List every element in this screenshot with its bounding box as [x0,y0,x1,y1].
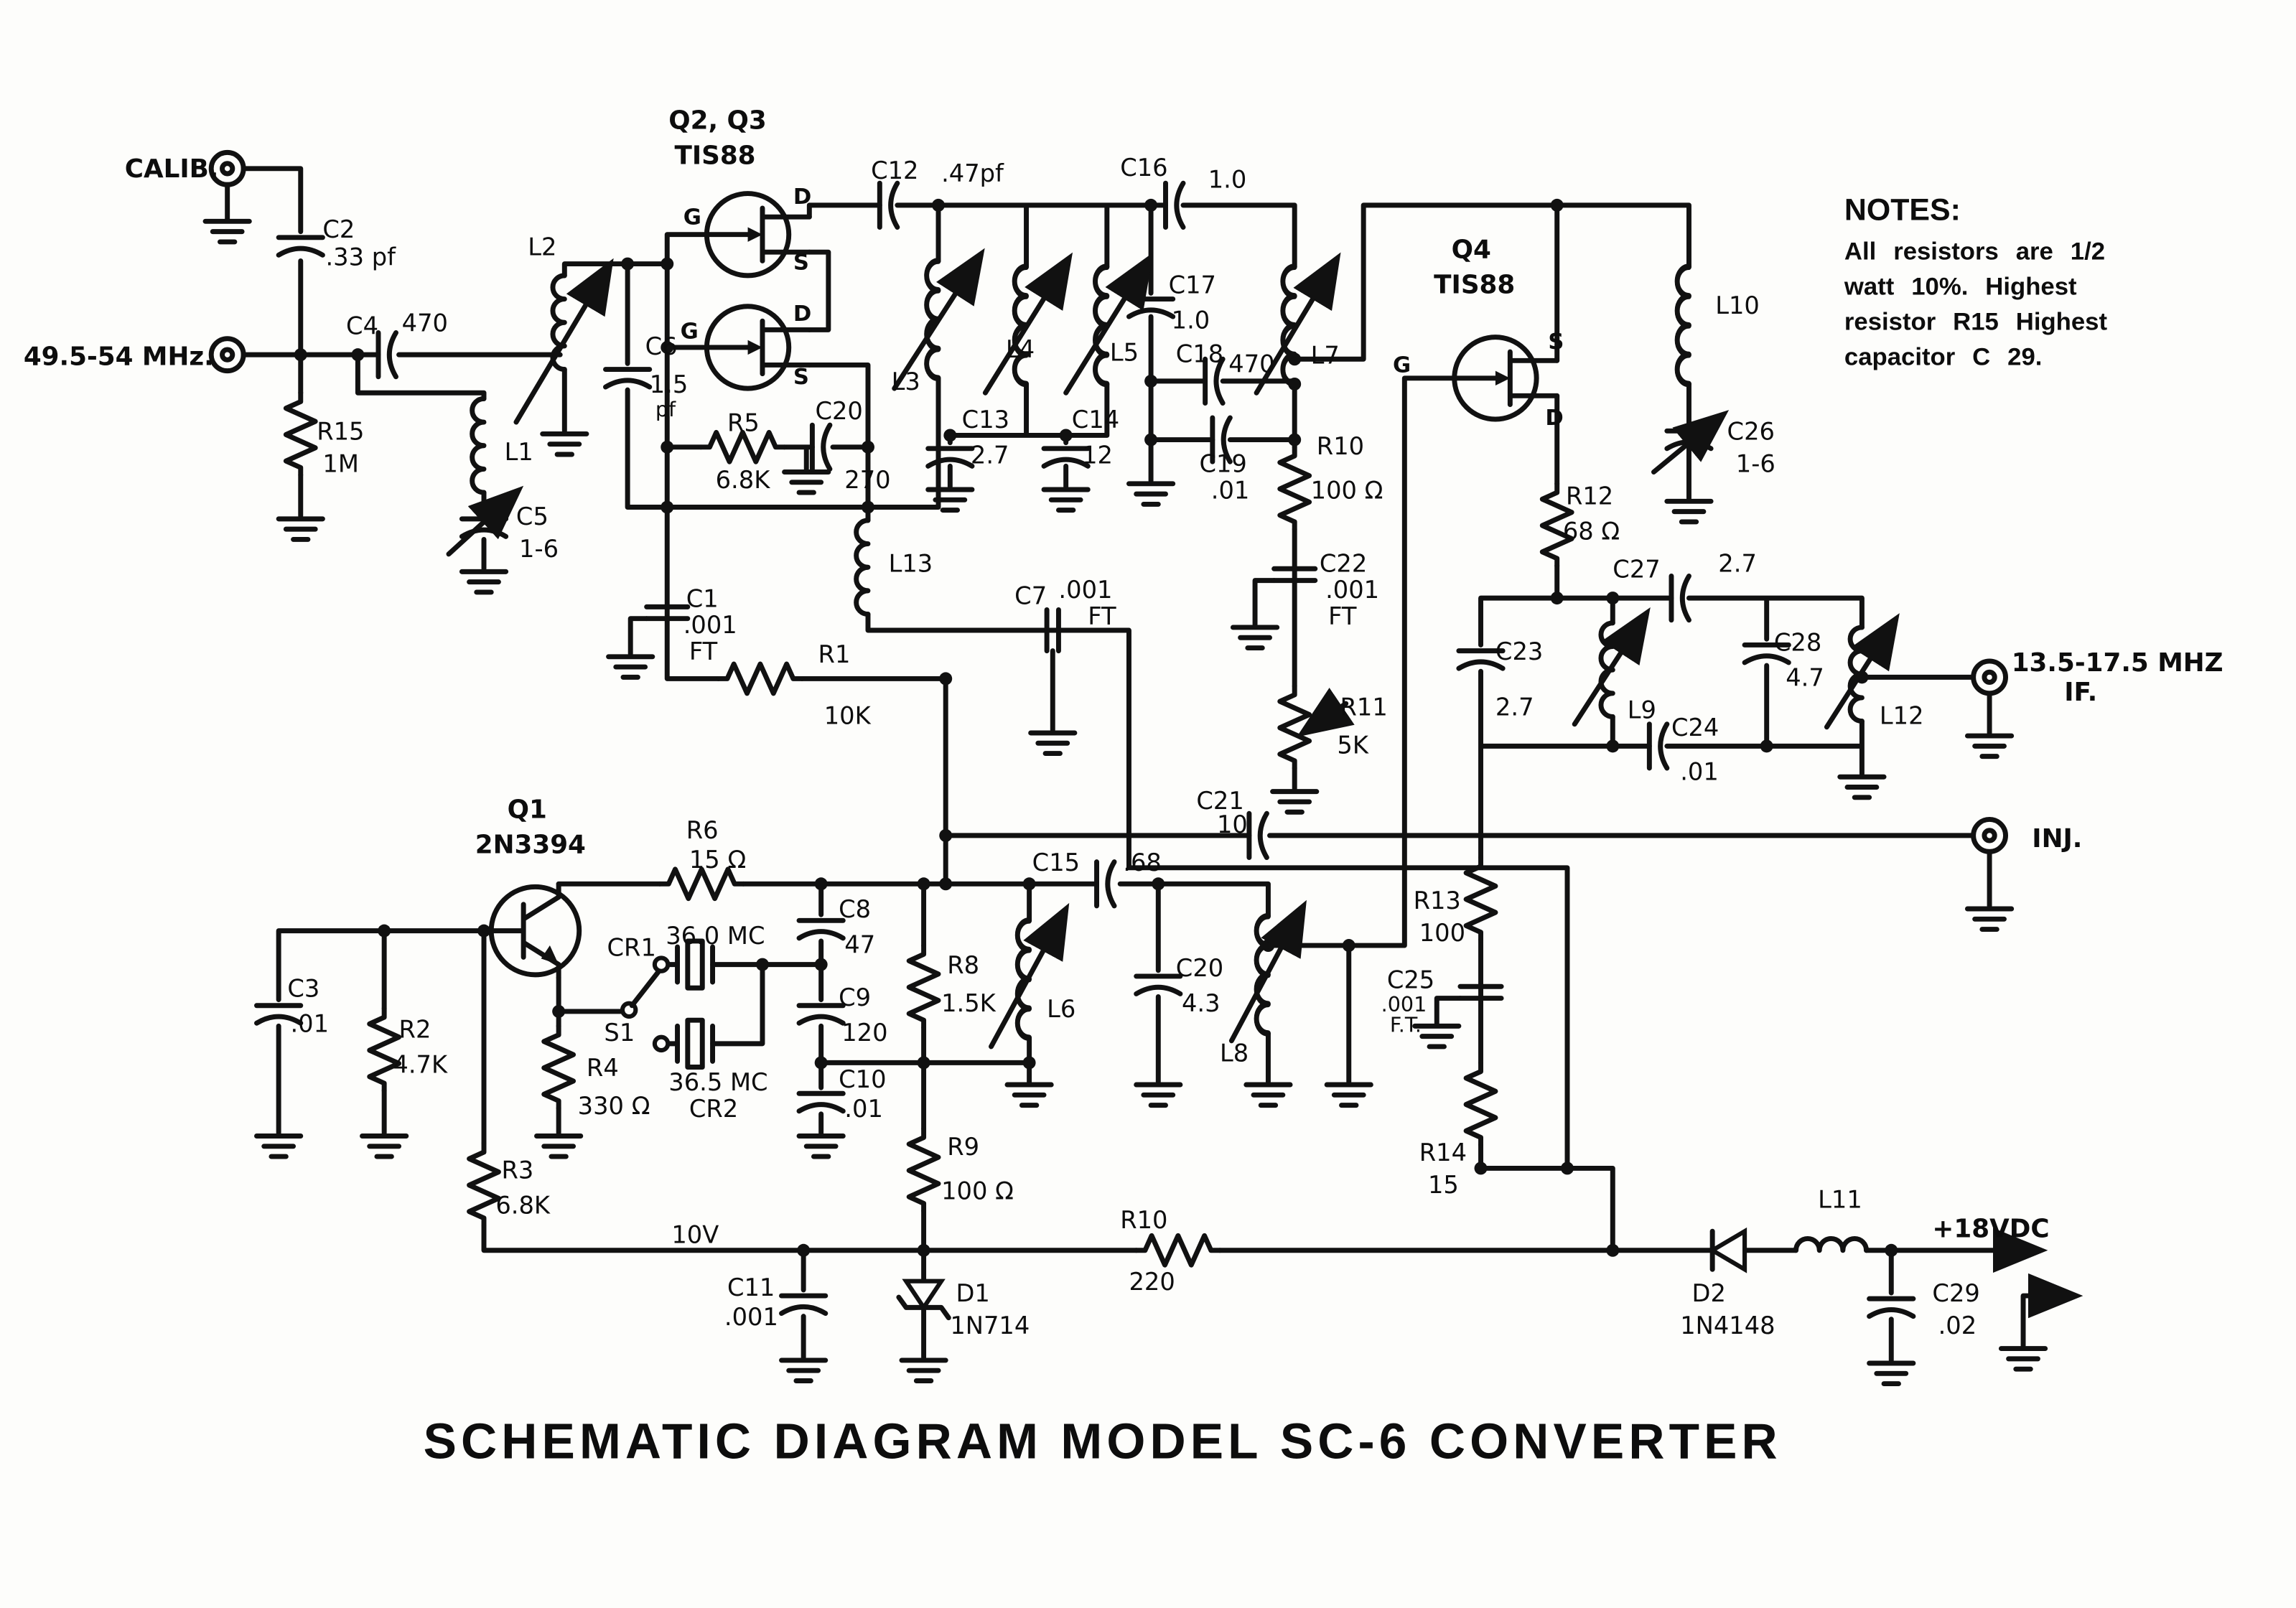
label-C17-ref: C17 [1168,271,1216,299]
label-L8-ref: L8 [1220,1039,1249,1067]
label-if-freq: 13.5-17.5 MHZ [2011,648,2223,678]
label-C19-ref: C19 [1199,449,1247,478]
label-R8-val: 1.5K [941,988,996,1017]
label-CR2-freq: 36.5 MC [668,1068,768,1097]
resistor-R11 [1280,686,1310,768]
inductors [472,261,1867,1250]
label-C20a-ref: C20 [815,396,863,425]
label-C20a-val: 270 [844,465,891,494]
capacitor-C6 [605,370,649,388]
capacitor-C10 [799,1093,843,1111]
resistor-R10a [1280,447,1310,529]
label-C26-ref: C26 [1727,417,1775,446]
label-L2-ref: L2 [528,233,557,261]
label-C3-ref: C3 [287,974,320,1003]
label-if-port: IF. [2064,678,2098,708]
capacitor-C12 [879,183,897,227]
label-C1-val: .001 [683,611,737,640]
label-C3-val: .01 [290,1009,330,1038]
label-C22-val: .001 [1325,576,1380,604]
capacitor-C11 [782,1296,826,1314]
label-C5-val: 1-6 [519,534,559,563]
label-Q1-ref: Q1 [507,795,547,825]
terminal-if-output [1974,661,2006,693]
label-R10a-ref: R10 [1316,431,1365,460]
label-C6-ref: C6 [645,332,678,361]
label-C28-ref: C28 [1773,628,1822,657]
label-C11-ref: C11 [727,1273,775,1302]
label-C15-ref: C15 [1032,848,1081,877]
capacitor-C9 [799,1006,843,1024]
label-R4-ref: R4 [586,1053,619,1082]
inductor-L11 [1796,1238,1867,1250]
label-C15-val: .68 [1123,848,1162,877]
label-C1-ft: FT [689,637,718,665]
label-R2-val: 4.7K [393,1050,448,1079]
label-C24-val: .01 [1680,757,1719,786]
label-C1-ref: C1 [686,584,719,613]
label-C23-ref: C23 [1495,637,1544,665]
label-R11-ref: R11 [1340,693,1388,721]
label-D2-type: 1N4148 [1680,1312,1775,1340]
label-R15-val: 1M [322,449,359,478]
label-R9-val: 100 Ω [941,1177,1014,1205]
label-C13-ref: C13 [961,406,1010,434]
label-C29-ref: C29 [1932,1279,1980,1308]
label-R15-ref: R15 [317,417,365,446]
label-L9-ref: L9 [1627,696,1656,724]
label-C14-val: 12 [1082,441,1113,469]
label-R11-val: 5K [1337,731,1368,759]
label-CR2-ref: CR2 [689,1094,739,1123]
capacitor-C20b [1137,976,1180,994]
jfet-Q4 [1455,337,1557,419]
label-C4-val: 470 [401,309,448,337]
label-C5-ref: C5 [515,502,549,531]
label-C10-ref: C10 [839,1065,887,1094]
switch-arm [632,972,658,1006]
label-R5-val: 6.8K [715,465,770,494]
label-R2-ref: R2 [398,1015,431,1044]
resistor-R1 [719,664,802,693]
capacitor-C15 [1097,862,1115,906]
schematic-title: SCHEMATIC DIAGRAM MODEL SC-6 CONVERTER [423,1413,1782,1469]
label-Q23-type: TIS88 [674,141,756,171]
label-C20b-val: 4.3 [1181,988,1221,1017]
label-R8-ref: R8 [947,950,980,979]
label-10v-rail: 10V [671,1220,719,1249]
label-L11-ref: L11 [1818,1185,1862,1214]
label-Q2-G: G [683,205,701,230]
label-C16-val: 1.0 [1208,165,1247,194]
label-R13-ref: R13 [1413,886,1461,915]
label-Q4-S: S [1548,329,1564,355]
label-C24-ref: C24 [1671,714,1719,742]
switch-contact-cr2 [655,1037,668,1050]
label-C26-val: 1-6 [1735,449,1775,478]
resistor-R6 [660,869,743,899]
label-C27-val: 2.7 [1718,549,1757,578]
capacitor-C2 [279,238,322,256]
diode-D2 [1712,1231,1745,1269]
label-C9-val: 120 [841,1018,888,1047]
label-C29-val: .02 [1938,1312,1977,1340]
label-Q3-S: S [793,364,809,390]
notes-line-2: watt 10%. Highest [1844,273,2077,301]
label-C7-val: .001 [1058,576,1113,604]
label-C7-ref: C7 [1014,581,1047,610]
resistor-R15 [286,393,315,475]
label-C2-ref: C2 [322,215,355,243]
label-L3-ref: L3 [891,368,920,396]
label-C27-ref: C27 [1613,555,1661,584]
capacitor-C4 [378,333,396,377]
label-C12-ref: C12 [871,156,919,185]
label-R1-ref: R1 [818,640,851,668]
label-C11-val: .001 [724,1302,778,1331]
label-calib-port: CALIB. [124,154,219,184]
label-C18-ref: C18 [1175,340,1224,368]
capacitor-C29 [1870,1299,1913,1317]
label-C13-val: 2.7 [970,441,1009,469]
label-L10-ref: L10 [1715,291,1760,319]
label-C10-val: .01 [844,1094,883,1123]
label-R12-val: 68 Ω [1562,517,1620,546]
label-R6-ref: R6 [686,815,719,844]
label-C28-val: 4.7 [1786,663,1824,692]
label-C8-ref: C8 [839,895,872,924]
capacitor-C20a [812,425,830,469]
label-C17-val: 1.0 [1171,306,1210,335]
inductor-L10 [1677,267,1689,384]
label-C6-val: 1.5 [649,370,689,399]
label-Q3-D: D [793,302,812,327]
label-L6-ref: L6 [1047,995,1076,1024]
label-C22-ref: C22 [1319,549,1368,578]
label-L1-ref: L1 [504,438,533,467]
notes-line-3: resistor R15 Highest [1844,308,2108,336]
label-L5-ref: L5 [1109,338,1139,367]
notes-line-1: All resistors are 1/2 [1844,238,2106,266]
label-R3-ref: R3 [501,1156,534,1184]
label-R1-val: 10K [823,701,871,730]
label-L13-ref: L13 [888,549,933,578]
label-S1-ref: S1 [604,1018,635,1047]
label-C25-val: .001 [1381,991,1427,1016]
label-L12-ref: L12 [1879,701,1924,730]
label-C8-val: 47 [844,930,876,959]
inductor-L13 [857,520,868,614]
label-D1-type: 1N714 [950,1312,1030,1340]
label-R12-ref: R12 [1565,482,1614,510]
resistor-R10b [1137,1235,1220,1265]
transistor-Q1 [485,884,579,978]
capacitor-C24 [1649,724,1667,768]
label-Q4-ref: Q4 [1451,235,1491,265]
label-C21-val: 10 [1216,810,1248,838]
notes-block [1844,192,2108,370]
label-C7-ft: FT [1088,602,1116,630]
adjust-arrows [449,256,2073,1296]
label-Q4-D: D [1545,406,1564,431]
resistor-R8 [909,945,938,1027]
capacitor-C21 [1249,813,1267,857]
label-Q4-G: G [1393,352,1411,378]
notes-heading: NOTES: [1844,192,1961,228]
label-C23-val: 2.7 [1495,693,1534,721]
notes-line-4: capacitor C 29. [1844,343,2043,371]
label-D1-ref: D1 [956,1279,990,1308]
label-C12-val: .47pf [941,159,1004,188]
crystal-CR2 [678,1020,713,1067]
capacitor-C16 [1166,183,1184,227]
label-C2-val: .33 pf [325,243,396,271]
label-R13-val: 100 [1419,918,1466,947]
label-Q4-type: TIS88 [1434,270,1516,300]
label-CR1-freq: 36.0 MC [666,922,765,950]
capacitor-C17 [1129,299,1172,317]
resistor-R3 [470,1144,499,1225]
label-Q1-type: 2N3394 [475,830,586,860]
label-Q2-D: D [793,184,812,210]
capacitor-C8 [799,920,843,938]
label-L7-ref: L7 [1310,341,1340,370]
inductor-L7 [1283,267,1294,384]
resistor-R4 [544,1026,574,1108]
resistor-R14 [1466,1062,1495,1144]
label-C22-ft: FT [1328,602,1357,630]
label-R10a-val: 100 Ω [1310,476,1383,505]
label-C25-ref: C25 [1386,966,1435,994]
label-C21-ref: C21 [1196,787,1244,815]
label-C9-ref: C9 [839,983,872,1011]
label-C25-ft: F.T. [1389,1012,1422,1037]
capacitor-C13 [928,449,972,467]
terminal-rf-input [211,339,243,371]
label-R5-ref: R5 [727,408,760,437]
label-R6-val: 15 Ω [689,845,747,874]
label-C18-val: 470 [1228,350,1275,378]
label-C20b-ref: C20 [1175,953,1224,982]
resistor-R5 [701,432,784,462]
label-R10b-val: 220 [1129,1267,1175,1296]
label-R14-ref: R14 [1419,1139,1467,1167]
terminal-inj [1974,819,2006,851]
label-R3-val: 6.8K [495,1191,551,1220]
label-rf-input-port: 49.5-54 MHz. [23,342,214,372]
inductor-L1 [472,398,484,492]
label-Q23-ref: Q2, Q3 [668,106,767,136]
capacitor-C27 [1671,576,1689,620]
label-L4-ref: L4 [1005,335,1035,364]
label-C16-ref: C16 [1120,154,1168,182]
switch-contact-cr1 [655,958,668,971]
label-D2-ref: D2 [1691,1279,1726,1308]
label-C19-val: .01 [1210,476,1250,505]
label-R14-val: 15 [1428,1171,1459,1200]
label-C6-unit: pf [655,396,676,421]
label-R9-ref: R9 [947,1133,980,1161]
label-R4-val: 330 Ω [577,1091,650,1120]
resistor-R9 [909,1128,938,1210]
label-C14-ref: C14 [1071,406,1120,434]
label-Q2-S: S [793,250,809,276]
label-inj-port: INJ. [2032,824,2083,854]
label-CR1-ref: CR1 [607,933,656,962]
label-Q3-G: G [680,319,699,345]
label-R10b-ref: R10 [1120,1206,1168,1235]
capacitor-C14 [1044,449,1088,467]
label-supply: +18VDC [1932,1214,2050,1244]
label-C4-ref: C4 [346,312,379,340]
junction-dots [294,199,1898,1257]
